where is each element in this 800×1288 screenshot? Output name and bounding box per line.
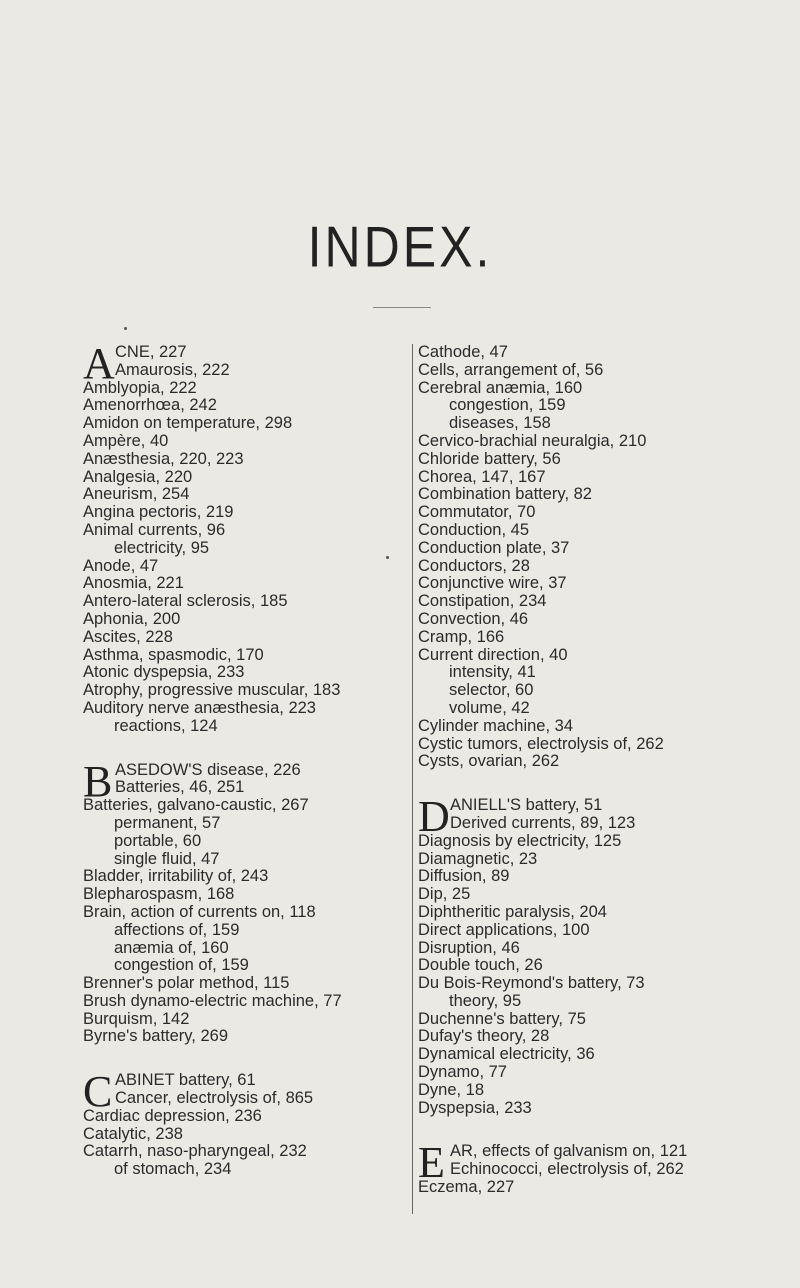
index-entry: Derived currents, 89, 123 — [450, 813, 636, 832]
index-entry: Dyne, 18 — [418, 1080, 485, 1099]
index-entry: Brush dynamo-electric machine, 77 — [83, 991, 342, 1010]
index-subentry: theory, 95 — [449, 991, 522, 1010]
index-subentry: diseases, 158 — [449, 414, 551, 433]
index-entry: Brenner's polar method, 115 — [83, 974, 290, 993]
drop-cap-letter: C — [83, 1067, 113, 1117]
index-subentry: electricity, 95 — [114, 538, 210, 557]
index-subentry: portable, 60 — [114, 831, 202, 850]
drop-cap-letter: D — [418, 792, 450, 842]
index-entry: Current direction, 40 — [418, 645, 568, 664]
index-entry: Convection, 46 — [418, 609, 529, 628]
index-subentry: anæmia of, 160 — [114, 938, 229, 957]
index-entry: Antero-lateral sclerosis, 185 — [83, 592, 288, 611]
index-entry: Atonic dyspepsia, 233 — [83, 663, 245, 682]
index-entry: Cathode, 47 — [418, 343, 508, 361]
index-entry: Diffusion, 89 — [418, 867, 510, 886]
index-entry: Cells, arrangement of, 56 — [418, 360, 604, 379]
index-entry: Cervico-brachial neuralgia, 210 — [418, 431, 647, 450]
section-first-entry: AR, effects of galvanism on, 121 — [450, 1142, 688, 1161]
index-entry: Echinococci, electrolysis of, 262 — [450, 1160, 684, 1179]
print-speck — [386, 556, 389, 559]
index-entry: Byrne's battery, 269 — [83, 1027, 229, 1046]
index-entry: Anosmia, 221 — [83, 574, 184, 593]
index-entry: Cysts, ovarian, 262 — [418, 752, 560, 771]
index-entry: Double touch, 26 — [418, 956, 543, 975]
index-entry: Dyspepsia, 233 — [418, 1098, 532, 1117]
drop-cap-letter: A — [83, 339, 115, 388]
index-entry: Chloride battery, 56 — [418, 449, 561, 468]
print-speck — [124, 327, 127, 330]
index-subentry: single fluid, 47 — [114, 849, 220, 868]
index-section — [418, 344, 738, 771]
index-entry: Brain, action of currents on, 118 — [83, 902, 316, 921]
section-first-entry: ASEDOW'S disease, 226 — [115, 760, 301, 779]
column-divider — [412, 344, 413, 1214]
index-entry: Amidon on temperature, 298 — [83, 414, 293, 433]
index-entry: Diagnosis by electricity, 125 — [418, 831, 622, 850]
index-entry: Conduction plate, 37 — [418, 538, 570, 557]
index-left-column — [83, 339, 383, 1205]
index-subentry: congestion, 159 — [449, 396, 566, 415]
index-entry: Cerebral anæmia, 160 — [418, 378, 583, 397]
index-entry: Asthma, spasmodic, 170 — [83, 645, 264, 664]
index-entry: Constipation, 234 — [418, 592, 547, 611]
index-entry: Conduction, 45 — [418, 520, 529, 539]
index-section — [83, 339, 383, 736]
index-entry: Burquism, 142 — [83, 1009, 190, 1028]
index-entry: Amaurosis, 222 — [115, 360, 230, 379]
index-entry: Cylinder machine, 34 — [418, 716, 573, 735]
index-section — [83, 756, 383, 1047]
index-entry: Amenorrhœa, 242 — [83, 396, 217, 415]
index-section — [418, 1138, 738, 1197]
index-entry: Conjunctive wire, 37 — [418, 574, 567, 593]
index-entry: Analgesia, 220 — [83, 467, 193, 486]
index-entry: Commutator, 70 — [418, 503, 536, 522]
title-rule — [373, 307, 431, 308]
index-entry: Catalytic, 238 — [83, 1124, 183, 1143]
section-first-entry: CNE, 227 — [115, 343, 187, 361]
index-entry: Cardiac depression, 236 — [83, 1106, 262, 1125]
index-right-column — [418, 344, 738, 1223]
index-entry: Aphonia, 200 — [83, 609, 181, 628]
index-entry: Combination battery, 82 — [418, 485, 592, 504]
index-entry: Disruption, 46 — [418, 938, 520, 957]
index-entry: Auditory nerve anæsthesia, 223 — [83, 698, 316, 717]
index-entry: Dynamo, 77 — [418, 1063, 507, 1082]
index-entry: Eczema, 227 — [418, 1178, 515, 1197]
index-entry: Du Bois-Reymond's battery, 73 — [418, 974, 645, 993]
index-entry: Amblyopia, 222 — [83, 378, 197, 397]
index-entry: Duchenne's battery, 75 — [418, 1009, 586, 1028]
index-section — [83, 1067, 383, 1179]
index-entry: Diamagnetic, 23 — [418, 849, 538, 868]
index-entry: Blepharospasm, 168 — [83, 885, 235, 904]
index-entry: Chorea, 147, 167 — [418, 467, 546, 486]
index-subentry: selector, 60 — [449, 681, 534, 700]
index-entry: Atrophy, progressive muscular, 183 — [83, 681, 341, 700]
drop-cap-letter: E — [418, 1138, 445, 1188]
index-subentry: reactions, 124 — [114, 716, 218, 735]
index-entry: Diphtheritic paralysis, 204 — [418, 902, 607, 921]
index-entry: Anode, 47 — [83, 556, 159, 575]
index-entry: Anæsthesia, 220, 223 — [83, 449, 244, 468]
index-entry: Cancer, electrolysis of, 865 — [115, 1089, 314, 1108]
index-entry: Conductors, 28 — [418, 556, 530, 575]
index-entry: Cystic tumors, electrolysis of, 262 — [418, 734, 664, 753]
index-entry: Ascites, 228 — [83, 627, 173, 646]
index-entry: Catarrh, naso-pharyngeal, 232 — [83, 1142, 307, 1161]
index-section — [418, 792, 738, 1117]
index-entry: Batteries, 46, 251 — [115, 778, 245, 797]
index-entry: Ampère, 40 — [83, 431, 169, 450]
index-subentry: affections of, 159 — [114, 920, 240, 939]
index-entry: Dynamical electricity, 36 — [418, 1045, 595, 1064]
index-entry: Aneurism, 254 — [83, 485, 190, 504]
index-subentry: of stomach, 234 — [114, 1160, 232, 1179]
index-subentry: permanent, 57 — [114, 813, 221, 832]
page-title: INDEX. — [307, 214, 493, 280]
index-subentry: volume, 42 — [449, 698, 530, 717]
drop-cap-letter: B — [83, 756, 113, 806]
index-entry: Direct applications, 100 — [418, 920, 590, 939]
index-entry: Dufay's theory, 28 — [418, 1027, 550, 1046]
index-subentry: congestion of, 159 — [114, 956, 249, 975]
index-entry: Cramp, 166 — [418, 627, 505, 646]
index-entry: Animal currents, 96 — [83, 520, 226, 539]
index-entry: Dip, 25 — [418, 885, 471, 904]
section-first-entry: ABINET battery, 61 — [115, 1071, 256, 1090]
index-subentry: intensity, 41 — [449, 663, 536, 682]
index-entry: Bladder, irritability of, 243 — [83, 867, 269, 886]
index-entry: Batteries, galvano-caustic, 267 — [83, 796, 309, 815]
section-first-entry: ANIELL'S battery, 51 — [450, 796, 603, 815]
index-entry: Angina pectoris, 219 — [83, 503, 234, 522]
